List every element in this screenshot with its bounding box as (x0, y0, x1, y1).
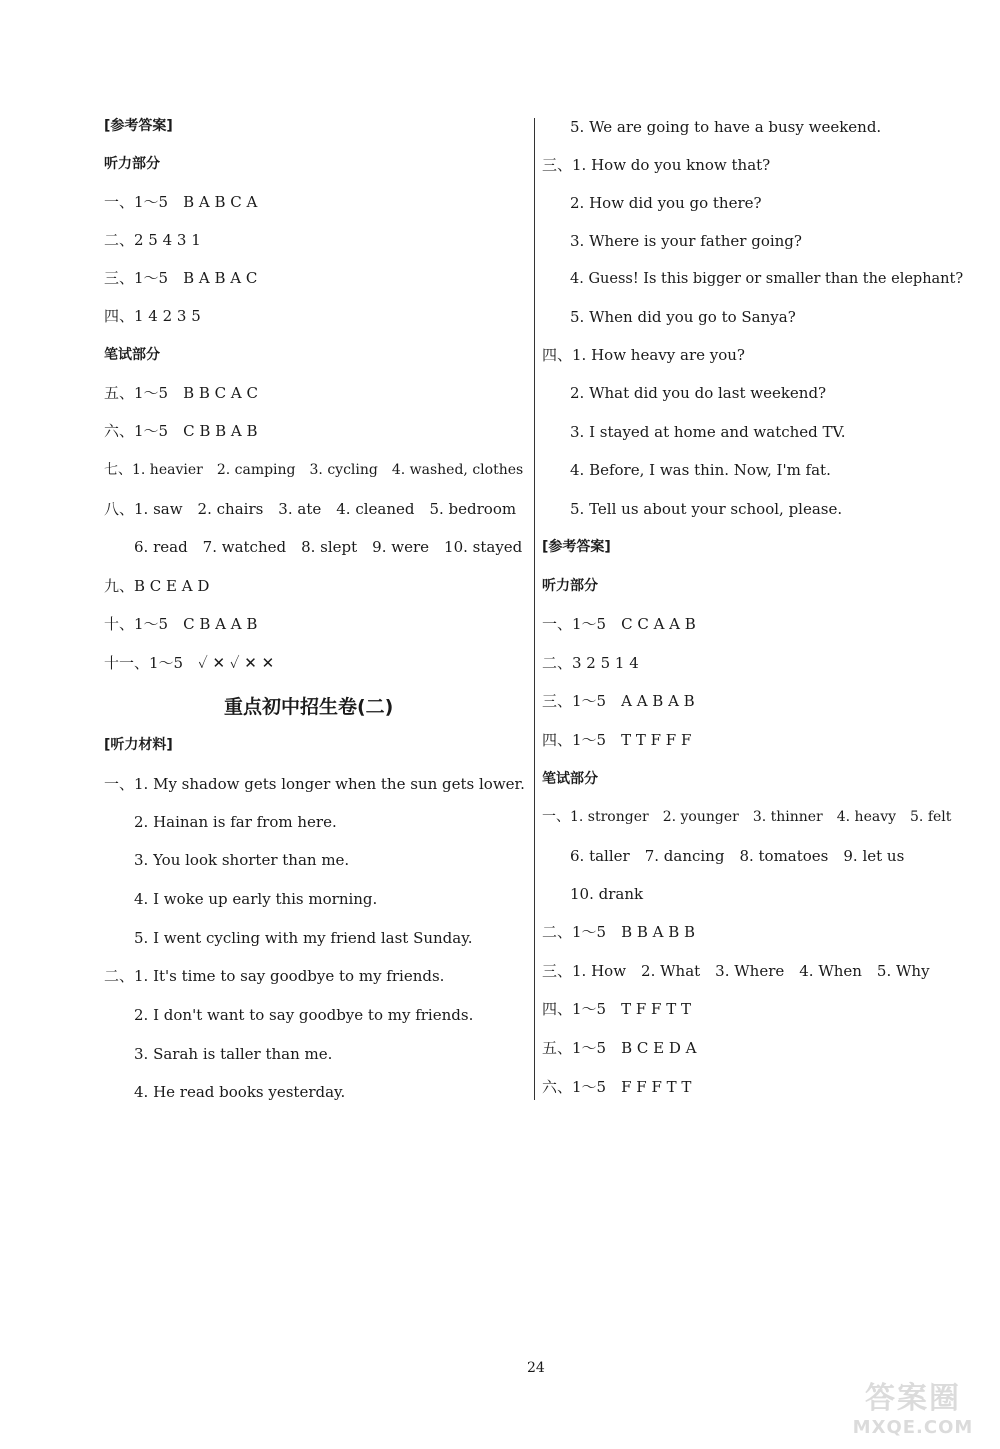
answer-line: 三、1～5 B A B A C (104, 269, 258, 287)
section-listening: 听力部分 (542, 578, 598, 594)
watermark-top: 答案圈 (865, 1381, 961, 1416)
answer-line: 九、B C E A D (104, 577, 210, 595)
answer-line: 10. drank (570, 885, 644, 903)
transcript-line: 5. We are going to have a busy weekend. (570, 118, 882, 136)
answer-line: 十一、1～5 ✓ ✕ ✓ ✕ ✕ (104, 654, 275, 672)
answer-line: 二、3 2 5 1 4 (542, 654, 639, 672)
transcript-line: 5. When did you go to Sanya? (570, 308, 796, 326)
transcript-line: 3. You look shorter than me. (134, 851, 350, 869)
section-written: 笔试部分 (542, 771, 598, 787)
answer-line: 三、1. How 2. What 3. Where 4. When 5. Why (542, 962, 930, 980)
transcript-line: 5. Tell us about your school, please. (570, 500, 843, 518)
answer-key-label: [参考答案] (542, 539, 611, 555)
section-heading: 重点初中招生卷(二) (224, 696, 394, 718)
answer-line: 一、1～5 B A B C A (104, 193, 258, 211)
transcript-line: 一、1. My shadow gets longer when the sun gets lower. (104, 775, 525, 793)
answer-line: 十、1～5 C B A A B (104, 615, 258, 633)
watermark-logo (838, 1373, 988, 1443)
transcript-line: 2. What did you do last weekend? (570, 384, 827, 402)
listening-material-label: [听力材料] (104, 737, 173, 753)
answer-line: 6. read 7. watched 8. slept 9. were 10. stayed (134, 538, 523, 556)
transcript-line: 4. Before, I was thin. Now, I'm fat. (570, 461, 831, 479)
section-written: 笔试部分 (104, 347, 160, 363)
transcript-line: 二、1. It's time to say goodbye to my friends. (104, 967, 445, 985)
transcript-line: 四、1. How heavy are you? (542, 346, 745, 364)
transcript-line: 3. Sarah is taller than me. (134, 1045, 333, 1063)
transcript-line: 5. I went cycling with my friend last Sunday. (134, 929, 473, 947)
answer-line: 五、1～5 B B C A C (104, 384, 258, 402)
column-divider (534, 118, 535, 1100)
watermark-bottom: MXQE.COM (852, 1417, 974, 1438)
transcript-line: 2. I don't want to say goodbye to my friends. (134, 1006, 474, 1024)
answer-line: 六、1～5 F F F T T (542, 1078, 692, 1096)
answer-line: 四、1～5 T T F F F (542, 731, 692, 749)
answer-line: 二、2 5 4 3 1 (104, 231, 201, 249)
answer-line: 五、1～5 B C E D A (542, 1039, 697, 1057)
answer-line: 三、1～5 A A B A B (542, 692, 695, 710)
answer-line: 七、1. heavier 2. camping 3. cycling 4. washed, clothes (104, 462, 524, 478)
transcript-line: 2. Hainan is far from here. (134, 813, 337, 831)
answer-line: 四、1 4 2 3 5 (104, 307, 201, 325)
transcript-line: 4. He read books yesterday. (134, 1083, 346, 1101)
answer-line: 四、1～5 T F F T T (542, 1000, 691, 1018)
transcript-line: 4. I woke up early this morning. (134, 890, 378, 908)
section-listening: 听力部分 (104, 156, 160, 172)
answer-line: 一、1～5 C C A A B (542, 615, 696, 633)
transcript-line: 3. Where is your father going? (570, 232, 802, 250)
transcript-line: 4. Guess! Is this bigger or smaller than the elephant? (570, 271, 964, 287)
transcript-line: 3. I stayed at home and watched TV. (570, 423, 846, 441)
page-number: 24 (527, 1360, 545, 1376)
transcript-line: 三、1. How do you know that? (542, 156, 771, 174)
answer-line: 六、1～5 C B B A B (104, 422, 258, 440)
answer-line: 八、1. saw 2. chairs 3. ate 4. cleaned 5. bedroom (104, 500, 517, 518)
answer-key-label: [参考答案] (104, 118, 173, 134)
answer-line: 二、1～5 B B A B B (542, 923, 696, 941)
answer-line: 6. taller 7. dancing 8. tomatoes 9. let us (570, 847, 905, 865)
transcript-line: 2. How did you go there? (570, 194, 762, 212)
answer-line: 一、1. stronger 2. younger 3. thinner 4. heavy 5. felt (542, 809, 952, 825)
